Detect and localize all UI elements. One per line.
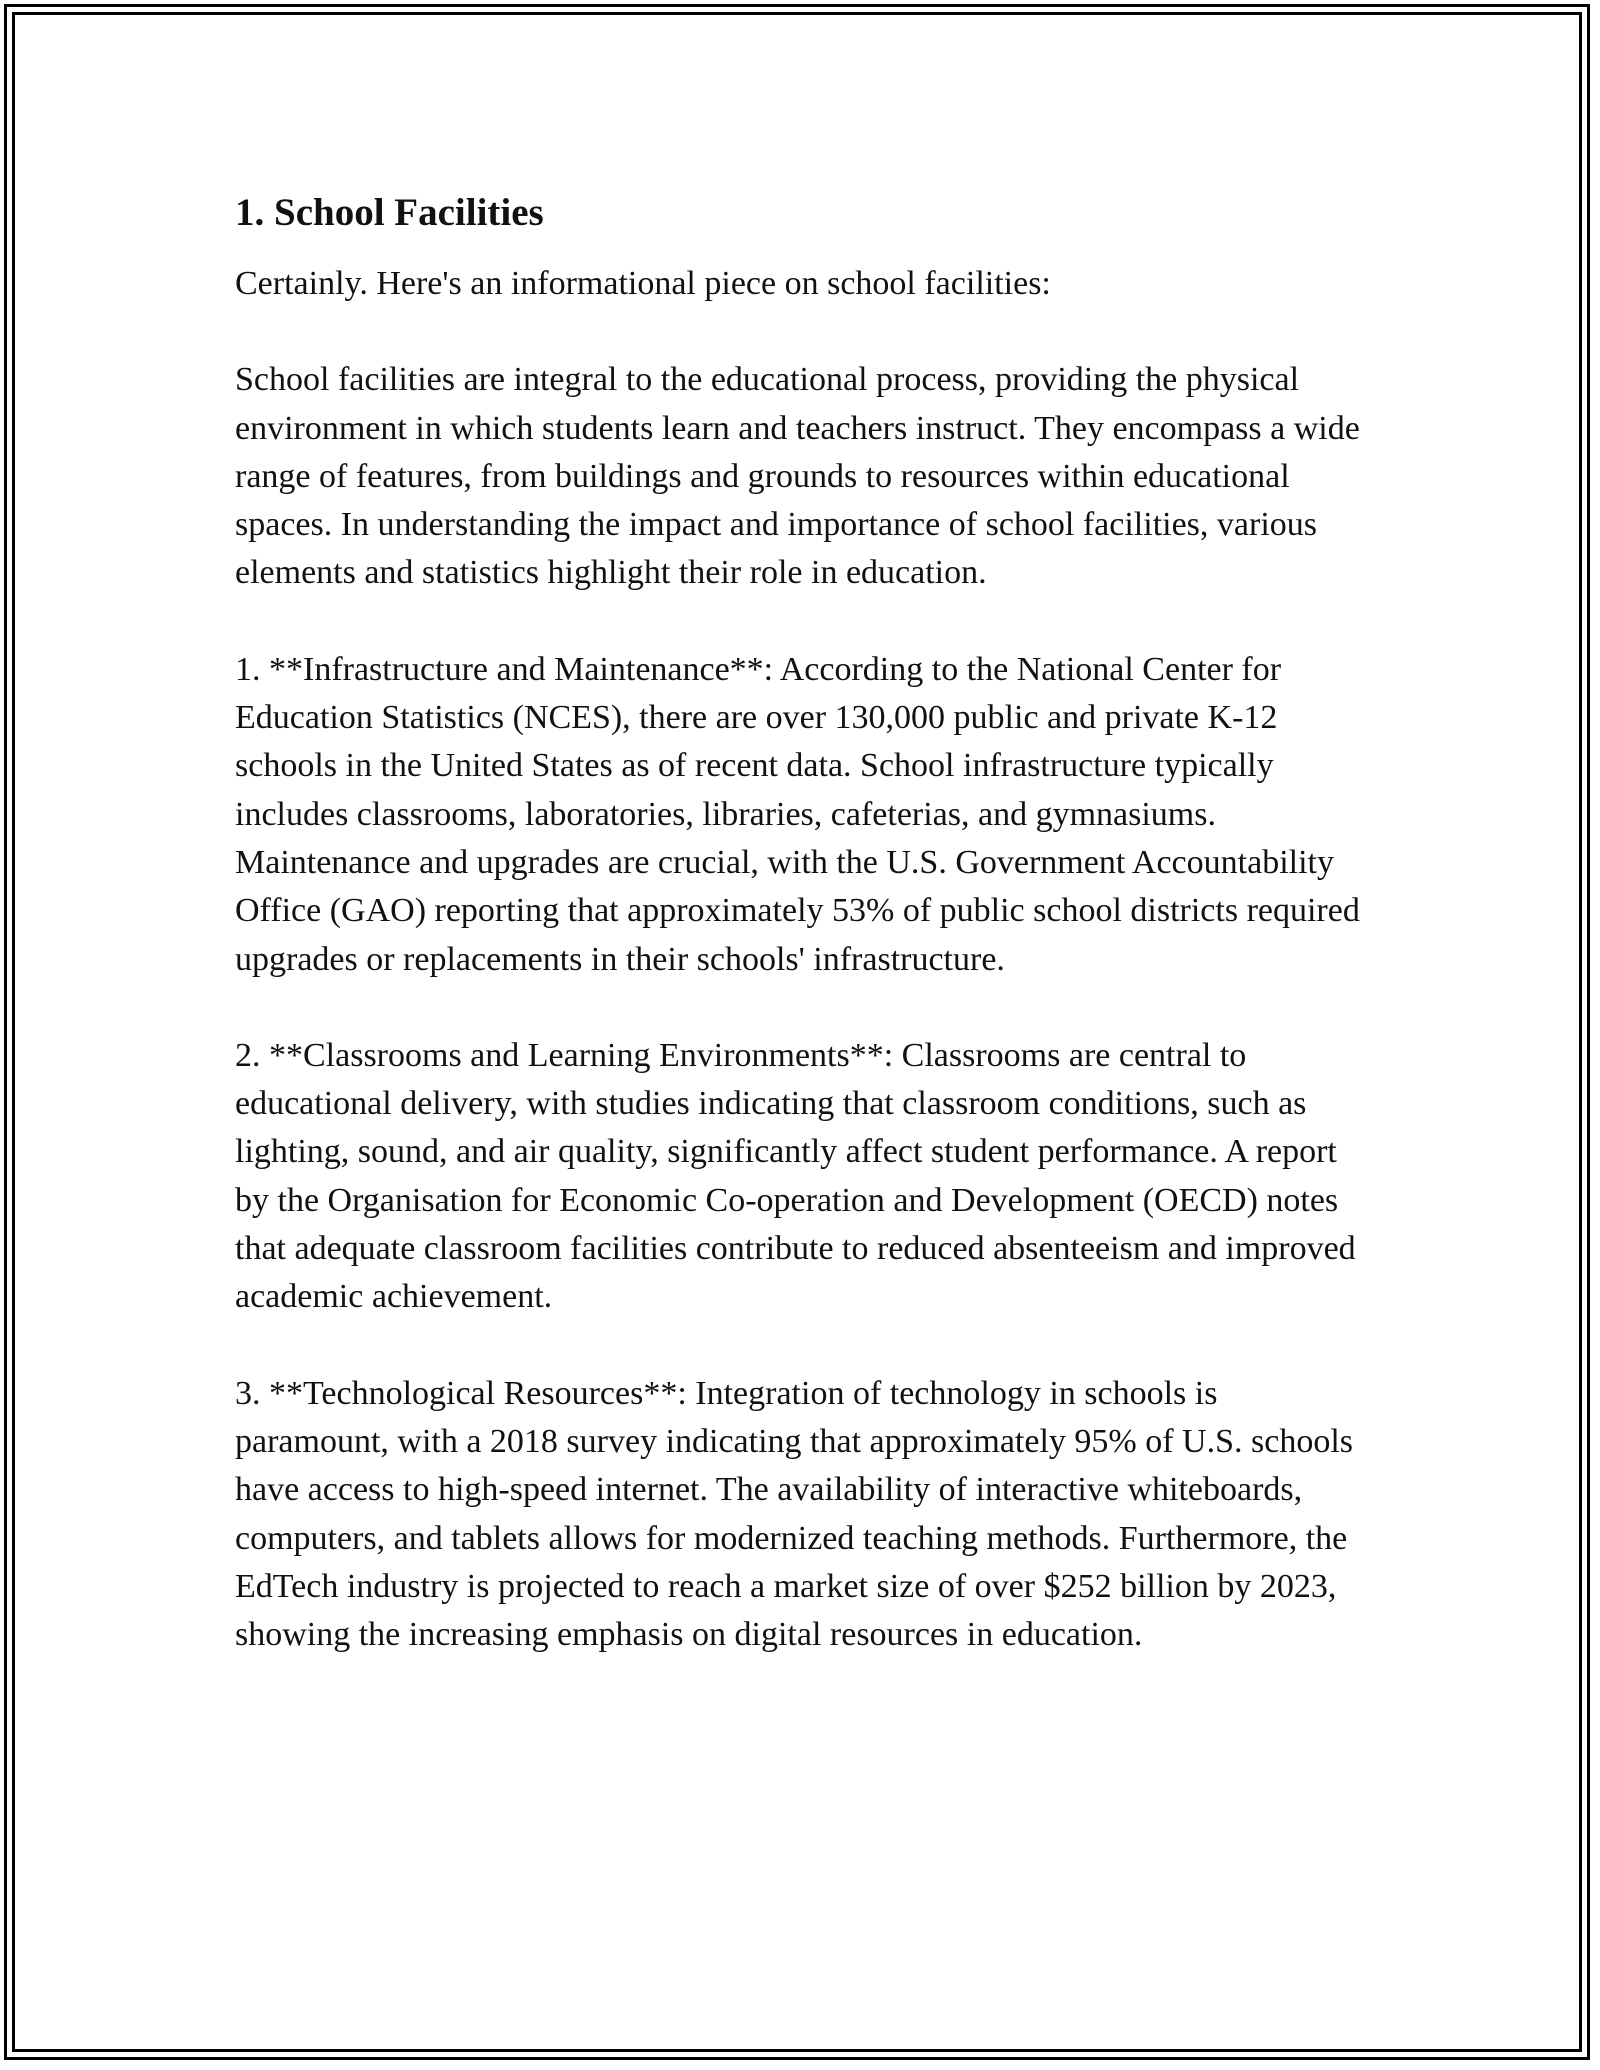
document-body <box>235 188 1370 1707</box>
infrastructure-paragraph: 1. **Infrastructure and Maintenance**: According to the National Center for Education Statistics (NCES), there are over 130,000 public and private K-12 schools in the United States as of recent data. School infrastructure typically includes classrooms, laboratories, libraries, cafeterias, and gymnasiums. Maintenance and upgrades are crucial, with the U.S. Government Accountability Office (GAO) reporting that approximately 53% of public school districts required upgrades or replacements in their schools' infrastructure. <box>235 650 1360 978</box>
classrooms-paragraph: 2. **Classrooms and Learning Environments**: Classrooms are central to educational delivery, with studies indicating that classroom conditions, such as lighting, sound, and air quality, significantly affect student performance. A report by the Organisation for Economic Co-operation and Development (OECD) notes that adequate classroom facilities contribute to reduced absenteeism and improved academic achievement. <box>235 1036 1356 1316</box>
intro-paragraph: Certainly. Here's an informational piece on school facilities: <box>235 265 1051 302</box>
overview-paragraph: School facilities are integral to the educational process, providing the physical environment in which students learn and teachers instruct. They encompass a wide range of features, from buildings and grounds to resources within educational spaces. In understanding the impact and importance of school facilities, various elements and statistics highlight their role in education. <box>235 361 1360 592</box>
document-title: 1. School Facilities <box>235 191 544 234</box>
technology-paragraph: 3. **Technological Resources**: Integration of technology in schools is paramount, with a 2018 survey indicating that approximately 95% of U.S. schools have access to high-speed internet. The availability of interactive whiteboards, computers, and tablets allows for modernized teaching methods. Furthermore, the EdTech industry is projected to reach a market size of over $252 billion by 2023, showing the increasing emphasis on digital resources in education. <box>235 1374 1354 1654</box>
